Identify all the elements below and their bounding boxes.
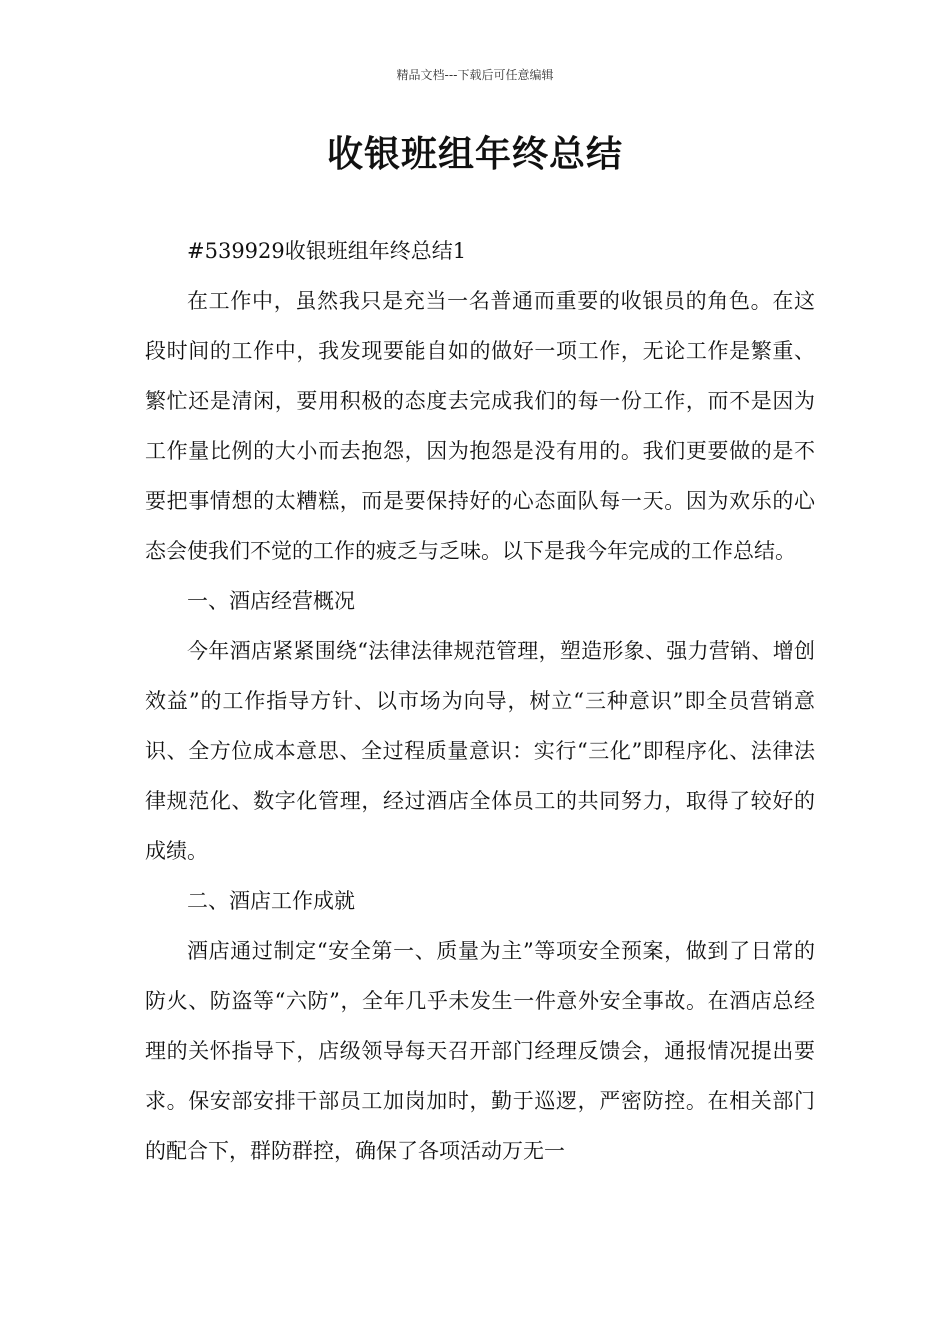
section-heading-overview: 一、酒店经营概况 bbox=[187, 589, 355, 613]
paragraph-intro: 在工作中，虽然我只是充当一名普通而重要的收银员的角色。在这段时间的工作中，我发现要能自如的做好一项工作，无论工作是繁重、繁忙还是清闲，要用积极的态度去完成我们的每一份工作，而不是因为工作量比例的大小而去抱怨，因为抱怨是没有用的。我们更要做的是不要把事情想的太糟糕，而是要保持好的心态面队每一天。因为欢乐的心态会使我们不觉的工作的疲乏与乏味。以下是我今年完成的工作总结。 bbox=[145, 289, 815, 563]
header-note: 精品文档---下载后可任意编辑 bbox=[396, 68, 554, 82]
document-subtitle: #539929收银班组年终总结1 bbox=[187, 239, 467, 263]
section-heading-achievements: 二、酒店工作成就 bbox=[187, 889, 355, 913]
document-title: 收银班组年终总结 bbox=[326, 134, 623, 175]
paragraph-achievements: 酒店通过制定“安全第一、质量为主”等项安全预案，做到了日常的防火、防盗等“六防”，全年几乎未发生一件意外安全事故。在酒店总经理的关怀指导下，店级领导每天召开部门经理反馈会，通报情况提出要求。保安部安排干部员工加岗加时，勤于巡逻，严密防控。在相关部门的配合下，群防群控，确保了各项活动万无一 bbox=[145, 939, 815, 1163]
document-body bbox=[145, 226, 815, 1176]
paragraph-overview: 今年酒店紧紧围绕“法律法律规范管理，塑造形象、强力营销、增创效益”的工作指导方针、以市场为向导，树立“三种意识”即全员营销意识、全方位成本意思、全过程质量意识：实行“三化”即程序化、法律法律规范化、数字化管理，经过酒店全体员工的共同努力，取得了较好的成绩。 bbox=[145, 639, 815, 863]
